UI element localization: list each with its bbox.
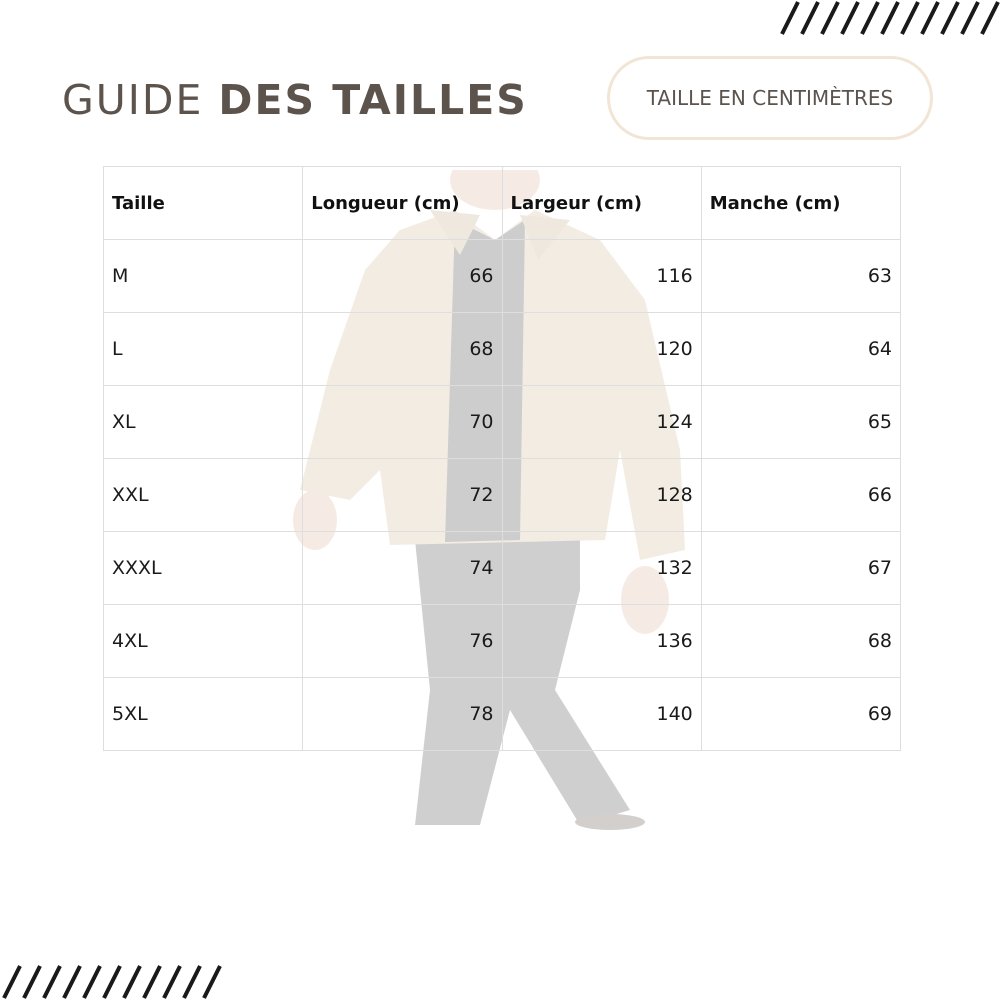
- table-row: [104, 459, 901, 532]
- cell-sleeve: 68: [701, 605, 900, 678]
- table-header-row: [104, 167, 901, 240]
- cell-length: 70: [303, 386, 502, 459]
- size-table: [103, 166, 901, 751]
- decorative-slashes-bottom: [0, 964, 222, 1000]
- cell-length: 76: [303, 605, 502, 678]
- cell-size: XXXL: [104, 532, 303, 605]
- cell-width: 136: [502, 605, 701, 678]
- page-title-light: GUIDE: [62, 76, 204, 124]
- header-size: Taille: [104, 167, 303, 240]
- cell-length: 68: [303, 313, 502, 386]
- decorative-slashes-top: [778, 0, 1000, 36]
- cell-length: 74: [303, 532, 502, 605]
- header-length: Longueur (cm): [303, 167, 502, 240]
- cell-width: 124: [502, 386, 701, 459]
- header-width: Largeur (cm): [502, 167, 701, 240]
- table-row: [104, 678, 901, 751]
- cell-length: 66: [303, 240, 502, 313]
- cell-width: 132: [502, 532, 701, 605]
- cell-sleeve: 69: [701, 678, 900, 751]
- table-row: [104, 605, 901, 678]
- cell-width: 120: [502, 313, 701, 386]
- cell-size: L: [104, 313, 303, 386]
- cell-width: 116: [502, 240, 701, 313]
- cell-sleeve: 66: [701, 459, 900, 532]
- cell-size: XL: [104, 386, 303, 459]
- cell-size: 4XL: [104, 605, 303, 678]
- cell-width: 128: [502, 459, 701, 532]
- cell-size: XXL: [104, 459, 303, 532]
- cell-sleeve: 63: [701, 240, 900, 313]
- table-row: [104, 240, 901, 313]
- table-row: [104, 313, 901, 386]
- shoe-shape: [575, 814, 645, 830]
- cell-sleeve: 67: [701, 532, 900, 605]
- table-row: [104, 532, 901, 605]
- cell-length: 78: [303, 678, 502, 751]
- table-row: [104, 386, 901, 459]
- cell-length: 72: [303, 459, 502, 532]
- header-sleeve: Manche (cm): [701, 167, 900, 240]
- page-title-bold: DES TAILLES: [218, 76, 528, 124]
- cell-size: M: [104, 240, 303, 313]
- cell-sleeve: 64: [701, 313, 900, 386]
- page-title: [62, 76, 528, 124]
- cell-width: 140: [502, 678, 701, 751]
- cell-sleeve: 65: [701, 386, 900, 459]
- unit-badge: TAILLE EN CENTIMÈTRES: [607, 56, 933, 140]
- cell-size: 5XL: [104, 678, 303, 751]
